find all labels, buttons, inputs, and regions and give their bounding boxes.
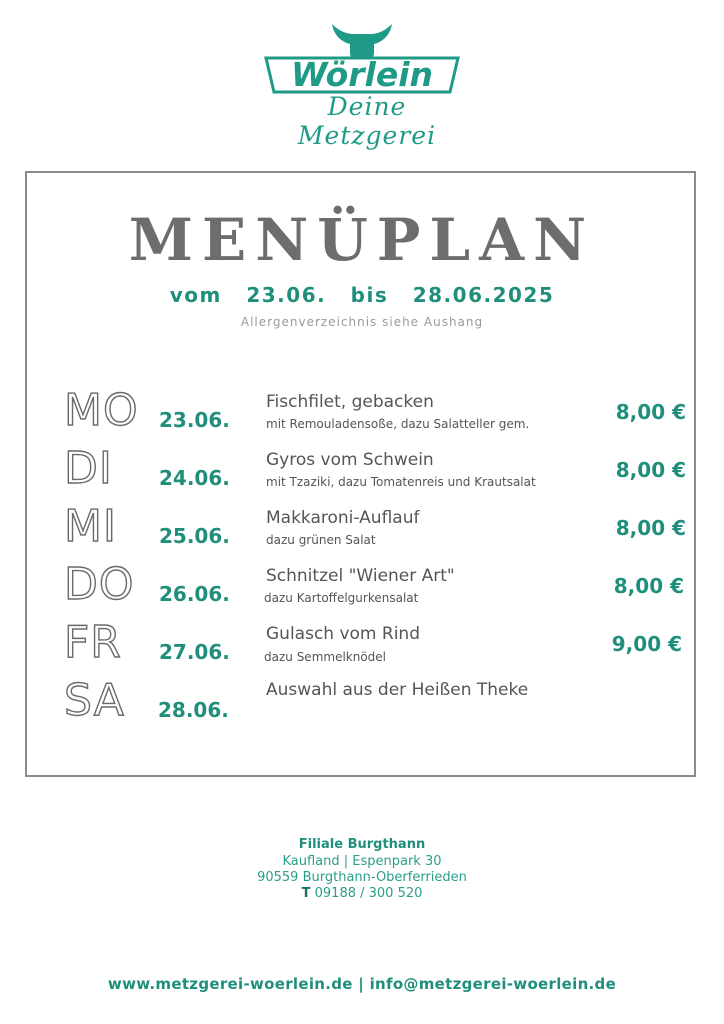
phone-prefix: T <box>301 886 311 901</box>
address-line-2: 90559 Burgthann-Oberferrieden <box>257 870 467 885</box>
dish-name: Makkaroni-Auflauf <box>266 508 420 528</box>
phone-line <box>0 886 724 901</box>
dish-side: dazu Semmelknödel <box>264 650 387 664</box>
menu-row <box>0 501 724 562</box>
dish-name: Gulasch vom Rind <box>266 624 420 644</box>
dish-price: 8,00 € <box>615 516 686 540</box>
day-date: 28.06. <box>158 698 229 722</box>
day-abbr: DO <box>64 559 135 610</box>
date-range <box>0 283 724 307</box>
day-abbr: MO <box>64 385 139 436</box>
svg-text:Wörlein: Wörlein <box>290 55 434 94</box>
dish-name: Schnitzel "Wiener Art" <box>266 566 455 586</box>
range-to-label: bis <box>350 283 389 307</box>
day-date: 25.06. <box>159 524 230 548</box>
range-from: 23.06. <box>246 283 327 307</box>
dish-price: 8,00 € <box>615 458 686 482</box>
dish-name: Gyros vom Schwein <box>266 450 434 470</box>
dish-price: 8,00 € <box>615 400 686 424</box>
range-from-label: vom <box>169 283 222 307</box>
brand-tagline: Deine Metzgerei <box>297 92 437 150</box>
dish-price: 8,00 € <box>613 574 684 598</box>
allergen-note: Allergenverzeichnis siehe Aushang <box>240 315 484 329</box>
menu-row <box>0 443 724 504</box>
menu-title: MENÜPLAN <box>128 206 596 274</box>
menu-row <box>0 675 724 736</box>
day-abbr: FR <box>64 617 122 668</box>
day-date: 26.06. <box>159 582 230 606</box>
branch-name: Filiale Burgthann <box>298 837 426 852</box>
phone-number: 09188 / 300 520 <box>314 886 423 901</box>
dish-name: Fischfilet, gebacken <box>266 392 434 412</box>
menu-row <box>0 385 724 446</box>
menu-row <box>0 617 724 678</box>
contact-line: www.metzgerei-woerlein.de | info@metzgerei-woerlein.de <box>107 975 617 993</box>
day-abbr: MI <box>64 501 117 552</box>
day-date: 24.06. <box>159 466 230 490</box>
dish-side: dazu grünen Salat <box>266 533 376 547</box>
dish-side: mit Tzaziki, dazu Tomatenreis und Krautsalat <box>266 475 536 489</box>
day-date: 23.06. <box>159 408 230 432</box>
brand-logo <box>262 22 462 150</box>
dish-price: 9,00 € <box>611 632 682 656</box>
day-date: 27.06. <box>159 640 230 664</box>
dish-side: mit Remouladensoße, dazu Salatteller gem. <box>266 417 530 431</box>
dish-name: Auswahl aus der Heißen Theke <box>266 680 529 700</box>
day-abbr: DI <box>64 443 113 494</box>
range-to: 28.06.2025 <box>412 283 555 307</box>
dish-side: dazu Kartoffelgurkensalat <box>264 591 419 605</box>
day-abbr: SA <box>64 675 125 726</box>
menu-row <box>0 559 724 620</box>
address-line-1: Kaufland | Espenpark 30 <box>282 854 442 869</box>
